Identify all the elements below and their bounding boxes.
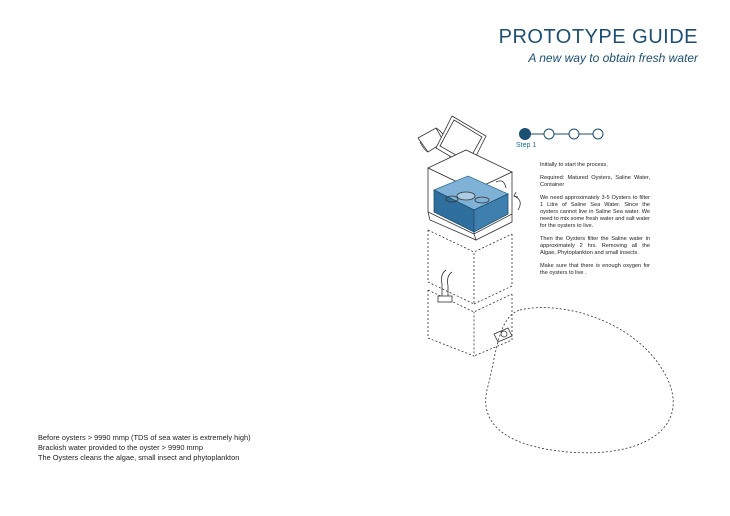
pipe-connector — [438, 270, 452, 302]
outlet-tap-icon — [494, 328, 512, 342]
note-line: Brackish water provided to the oyster > 9990 mmp — [38, 443, 203, 452]
filter-chamber — [428, 230, 512, 304]
description-paragraph: Then the Oysters filter the Saline water in approximately 2 hrs. Removing all the Algae, Phytoplankton and small insects. — [540, 236, 650, 256]
description-paragraph: Make sure that there is enough oxygen for the oysters to live . — [540, 263, 650, 276]
oyster-container — [428, 150, 512, 240]
description-paragraph: We need approximately 3-5 Oysters to filter 1 Litre of Saline Sea Water. Since the oysters cannot live in Saline Sea water. We need to mix some fresh water and salt water for the oysters to live. — [540, 195, 650, 229]
description-paragraph: Required: Matured Oysters, Saline Water, Container — [540, 175, 650, 188]
note-line: Before oysters > 9990 mmp (TDS of sea water is extremely high) — [38, 433, 251, 442]
rotate-arrow-icon — [514, 196, 520, 210]
step-label: Step 1 — [516, 142, 537, 149]
page-subtitle: A new way to obtain fresh water — [528, 51, 698, 65]
description-paragraph: Initially to start the process, — [540, 162, 608, 168]
notes-block — [38, 433, 251, 463]
note-line: The Oysters cleans the algae, small insect and phytoplankton — [38, 453, 240, 462]
page-title: PROTOTYPE GUIDE — [498, 26, 698, 48]
fresh-water-reservoir — [486, 308, 674, 453]
